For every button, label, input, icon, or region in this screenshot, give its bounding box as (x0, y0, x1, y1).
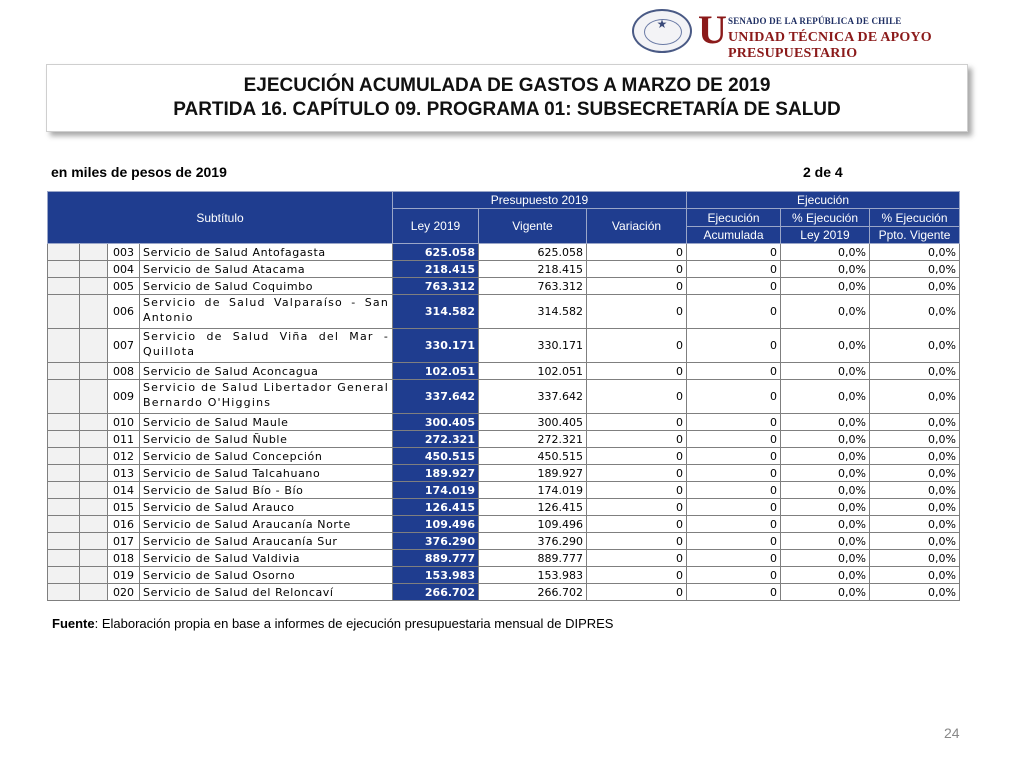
row-pct-ley: 0,0% (781, 431, 870, 448)
row-blank-cell-1 (48, 465, 80, 482)
row-pct-ley: 0,0% (781, 465, 870, 482)
table-row (48, 584, 960, 601)
table-row (48, 431, 960, 448)
row-name: Servicio de Salud Valparaíso - San Antonio (140, 295, 393, 329)
row-ejecucion-acumulada: 0 (687, 533, 781, 550)
row-pct-vigente: 0,0% (870, 465, 960, 482)
row-blank-cell-2 (80, 448, 108, 465)
row-ley-2019: 763.312 (393, 278, 479, 295)
row-blank-cell-1 (48, 533, 80, 550)
row-blank-cell-1 (48, 244, 80, 261)
row-vigente: 337.642 (479, 380, 587, 414)
row-code: 008 (108, 363, 140, 380)
row-blank-cell-1 (48, 550, 80, 567)
table-row (48, 414, 960, 431)
row-name: Servicio de Salud Valdivia (140, 550, 393, 567)
table-row (48, 380, 960, 414)
header-pct-ley-2: Ley 2019 (781, 227, 870, 244)
row-blank-cell-1 (48, 516, 80, 533)
row-pct-vigente: 0,0% (870, 295, 960, 329)
row-variacion: 0 (587, 533, 687, 550)
row-variacion: 0 (587, 499, 687, 516)
row-pct-ley: 0,0% (781, 516, 870, 533)
row-ley-2019: 272.321 (393, 431, 479, 448)
row-ejecucion-acumulada: 0 (687, 499, 781, 516)
row-variacion: 0 (587, 261, 687, 278)
row-ejecucion-acumulada: 0 (687, 329, 781, 363)
row-blank-cell-1 (48, 584, 80, 601)
table-row (48, 465, 960, 482)
row-blank-cell-2 (80, 261, 108, 278)
row-pct-ley: 0,0% (781, 567, 870, 584)
row-code: 014 (108, 482, 140, 499)
row-blank-cell-2 (80, 329, 108, 363)
row-name: Servicio de Salud Atacama (140, 261, 393, 278)
row-variacion: 0 (587, 431, 687, 448)
row-ley-2019: 218.415 (393, 261, 479, 278)
row-blank-cell-2 (80, 295, 108, 329)
row-vigente: 266.702 (479, 584, 587, 601)
row-variacion: 0 (587, 516, 687, 533)
row-ley-2019: 109.496 (393, 516, 479, 533)
row-ejecucion-acumulada: 0 (687, 261, 781, 278)
row-code: 018 (108, 550, 140, 567)
table-row (48, 261, 960, 278)
row-variacion: 0 (587, 448, 687, 465)
row-variacion: 0 (587, 567, 687, 584)
row-pct-ley: 0,0% (781, 329, 870, 363)
row-ley-2019: 376.290 (393, 533, 479, 550)
row-code: 020 (108, 584, 140, 601)
row-pct-vigente: 0,0% (870, 414, 960, 431)
row-vigente: 272.321 (479, 431, 587, 448)
row-pct-vigente: 0,0% (870, 363, 960, 380)
row-variacion: 0 (587, 295, 687, 329)
row-pct-ley: 0,0% (781, 448, 870, 465)
row-name: Servicio de Salud Talcahuano (140, 465, 393, 482)
header-ejecucion-acumulada-1: Ejecución (687, 209, 781, 227)
row-name: Servicio de Salud Antofagasta (140, 244, 393, 261)
row-vigente: 376.290 (479, 533, 587, 550)
row-blank-cell-2 (80, 482, 108, 499)
row-vigente: 174.019 (479, 482, 587, 499)
row-name: Servicio de Salud Arauco (140, 499, 393, 516)
row-pct-vigente: 0,0% (870, 448, 960, 465)
row-code: 012 (108, 448, 140, 465)
row-variacion: 0 (587, 329, 687, 363)
row-ejecucion-acumulada: 0 (687, 550, 781, 567)
row-code: 006 (108, 295, 140, 329)
logo-senate-text: SENADO DE LA REPÚBLICA DE CHILE (728, 16, 902, 26)
row-blank-cell-1 (48, 295, 80, 329)
row-ley-2019: 330.171 (393, 329, 479, 363)
row-variacion: 0 (587, 465, 687, 482)
header-pct-vigente-1: % Ejecución (870, 209, 960, 227)
row-pct-ley: 0,0% (781, 363, 870, 380)
row-blank-cell-1 (48, 261, 80, 278)
row-vigente: 314.582 (479, 295, 587, 329)
table-row (48, 244, 960, 261)
row-pct-ley: 0,0% (781, 550, 870, 567)
row-blank-cell-2 (80, 363, 108, 380)
row-blank-cell-1 (48, 329, 80, 363)
row-ejecucion-acumulada: 0 (687, 567, 781, 584)
row-code: 003 (108, 244, 140, 261)
row-blank-cell-1 (48, 414, 80, 431)
row-blank-cell-2 (80, 584, 108, 601)
row-ejecucion-acumulada: 0 (687, 295, 781, 329)
row-pct-ley: 0,0% (781, 244, 870, 261)
row-name: Servicio de Salud del Reloncaví (140, 584, 393, 601)
row-ejecucion-acumulada: 0 (687, 363, 781, 380)
row-blank-cell-2 (80, 550, 108, 567)
row-code: 016 (108, 516, 140, 533)
logo-unit-text: UNIDAD TÉCNICA DE APOYO PRESUPUESTARIO (728, 30, 932, 61)
row-pct-ley: 0,0% (781, 482, 870, 499)
row-pct-vigente: 0,0% (870, 431, 960, 448)
row-pct-ley: 0,0% (781, 295, 870, 329)
row-variacion: 0 (587, 363, 687, 380)
table-row (48, 363, 960, 380)
row-name: Servicio de Salud Ñuble (140, 431, 393, 448)
row-pct-vigente: 0,0% (870, 244, 960, 261)
row-pct-vigente: 0,0% (870, 567, 960, 584)
row-variacion: 0 (587, 278, 687, 295)
row-vigente: 126.415 (479, 499, 587, 516)
header-pct-ley-1: % Ejecución (781, 209, 870, 227)
row-pct-vigente: 0,0% (870, 380, 960, 414)
row-code: 015 (108, 499, 140, 516)
row-pct-vigente: 0,0% (870, 550, 960, 567)
row-blank-cell-1 (48, 482, 80, 499)
row-code: 009 (108, 380, 140, 414)
row-blank-cell-1 (48, 380, 80, 414)
row-blank-cell-2 (80, 499, 108, 516)
table-row (48, 482, 960, 499)
row-pct-ley: 0,0% (781, 533, 870, 550)
row-vigente: 763.312 (479, 278, 587, 295)
row-blank-cell-1 (48, 499, 80, 516)
table-row (48, 448, 960, 465)
title-line-2: PARTIDA 16. CAPÍTULO 09. PROGRAMA 01: SUBSECRETARÍA DE SALUD (173, 99, 841, 120)
row-ejecucion-acumulada: 0 (687, 465, 781, 482)
table-row (48, 550, 960, 567)
row-ley-2019: 266.702 (393, 584, 479, 601)
row-pct-vigente: 0,0% (870, 261, 960, 278)
header-vigente: Vigente (479, 209, 587, 244)
row-ejecucion-acumulada: 0 (687, 414, 781, 431)
source-note (52, 616, 613, 631)
row-ejecucion-acumulada: 0 (687, 278, 781, 295)
row-ley-2019: 174.019 (393, 482, 479, 499)
header-ejecucion-group: Ejecución (687, 192, 960, 209)
row-pct-vigente: 0,0% (870, 329, 960, 363)
row-code: 010 (108, 414, 140, 431)
row-ejecucion-acumulada: 0 (687, 516, 781, 533)
row-code: 004 (108, 261, 140, 278)
row-vigente: 189.927 (479, 465, 587, 482)
row-pct-vigente: 0,0% (870, 584, 960, 601)
table-row (48, 516, 960, 533)
row-vigente: 889.777 (479, 550, 587, 567)
row-ejecucion-acumulada: 0 (687, 584, 781, 601)
row-name: Servicio de Salud Concepción (140, 448, 393, 465)
row-ley-2019: 450.515 (393, 448, 479, 465)
table-row (48, 533, 960, 550)
row-blank-cell-2 (80, 278, 108, 295)
row-name: Servicio de Salud Maule (140, 414, 393, 431)
row-ejecucion-acumulada: 0 (687, 482, 781, 499)
table-row (48, 329, 960, 363)
source-label: Fuente (52, 616, 95, 631)
row-pct-ley: 0,0% (781, 380, 870, 414)
row-pct-ley: 0,0% (781, 261, 870, 278)
row-pct-ley: 0,0% (781, 278, 870, 295)
header-pct-vigente-2: Ppto. Vigente (870, 227, 960, 244)
row-variacion: 0 (587, 482, 687, 499)
row-code: 007 (108, 329, 140, 363)
row-code: 019 (108, 567, 140, 584)
row-vigente: 330.171 (479, 329, 587, 363)
row-blank-cell-2 (80, 533, 108, 550)
row-ejecucion-acumulada: 0 (687, 380, 781, 414)
row-name: Servicio de Salud Viña del Mar - Quillota (140, 329, 393, 363)
row-variacion: 0 (587, 414, 687, 431)
row-blank-cell-1 (48, 431, 80, 448)
row-ley-2019: 889.777 (393, 550, 479, 567)
row-blank-cell-1 (48, 278, 80, 295)
row-pct-vigente: 0,0% (870, 278, 960, 295)
row-code: 013 (108, 465, 140, 482)
row-pct-ley: 0,0% (781, 584, 870, 601)
header-presupuesto: Presupuesto 2019 (393, 192, 687, 209)
page-count: 2 de 4 (803, 164, 843, 180)
row-blank-cell-2 (80, 244, 108, 261)
row-blank-cell-2 (80, 431, 108, 448)
row-vigente: 153.983 (479, 567, 587, 584)
row-vigente: 218.415 (479, 261, 587, 278)
table-row (48, 567, 960, 584)
row-vigente: 625.058 (479, 244, 587, 261)
row-blank-cell-1 (48, 363, 80, 380)
row-pct-vigente: 0,0% (870, 533, 960, 550)
row-name: Servicio de Salud Libertador General Bernardo O'Higgins (140, 380, 393, 414)
row-vigente: 450.515 (479, 448, 587, 465)
row-pct-vigente: 0,0% (870, 482, 960, 499)
header-subtitulo: Subtítulo (48, 192, 393, 244)
row-vigente: 102.051 (479, 363, 587, 380)
table-row (48, 278, 960, 295)
row-code: 017 (108, 533, 140, 550)
row-ley-2019: 300.405 (393, 414, 479, 431)
row-name: Servicio de Salud Coquimbo (140, 278, 393, 295)
budget-table (47, 191, 960, 601)
header-variacion: Variación (587, 209, 687, 244)
senate-seal-logo: ★ (632, 9, 692, 53)
row-vigente: 300.405 (479, 414, 587, 431)
row-name: Servicio de Salud Araucanía Sur (140, 533, 393, 550)
row-ley-2019: 153.983 (393, 567, 479, 584)
row-blank-cell-2 (80, 465, 108, 482)
row-blank-cell-1 (48, 448, 80, 465)
row-name: Servicio de Salud Araucanía Norte (140, 516, 393, 533)
title-line-1: EJECUCIÓN ACUMULADA DE GASTOS A MARZO DE 2019 (243, 75, 771, 96)
row-vigente: 109.496 (479, 516, 587, 533)
source-text: : Elaboración propia en base a informes de ejecución presupuestaria mensual de DIPRES (94, 616, 614, 631)
units-label: en miles de pesos de 2019 (51, 164, 227, 180)
row-pct-ley: 0,0% (781, 414, 870, 431)
row-blank-cell-2 (80, 414, 108, 431)
row-ejecucion-acumulada: 0 (687, 244, 781, 261)
row-variacion: 0 (587, 550, 687, 567)
row-code: 005 (108, 278, 140, 295)
logo-letter: U (698, 7, 727, 52)
header-ejecucion-acumulada-2: Acumulada (687, 227, 781, 244)
header-ley: Ley 2019 (393, 209, 479, 244)
row-blank-cell-1 (48, 567, 80, 584)
row-variacion: 0 (587, 380, 687, 414)
row-ejecucion-acumulada: 0 (687, 448, 781, 465)
row-blank-cell-2 (80, 380, 108, 414)
row-ley-2019: 126.415 (393, 499, 479, 516)
row-blank-cell-2 (80, 567, 108, 584)
row-pct-ley: 0,0% (781, 499, 870, 516)
page-number: 24 (944, 725, 960, 741)
row-blank-cell-2 (80, 516, 108, 533)
row-code: 011 (108, 431, 140, 448)
row-ley-2019: 337.642 (393, 380, 479, 414)
row-ley-2019: 625.058 (393, 244, 479, 261)
row-pct-vigente: 0,0% (870, 499, 960, 516)
row-ley-2019: 314.582 (393, 295, 479, 329)
row-ejecucion-acumulada: 0 (687, 431, 781, 448)
row-variacion: 0 (587, 244, 687, 261)
row-ley-2019: 102.051 (393, 363, 479, 380)
row-variacion: 0 (587, 584, 687, 601)
row-name: Servicio de Salud Aconcagua (140, 363, 393, 380)
row-pct-vigente: 0,0% (870, 516, 960, 533)
row-name: Servicio de Salud Bío - Bío (140, 482, 393, 499)
title-banner (46, 64, 968, 132)
row-ley-2019: 189.927 (393, 465, 479, 482)
table-row (48, 295, 960, 329)
table-row (48, 499, 960, 516)
row-name: Servicio de Salud Osorno (140, 567, 393, 584)
